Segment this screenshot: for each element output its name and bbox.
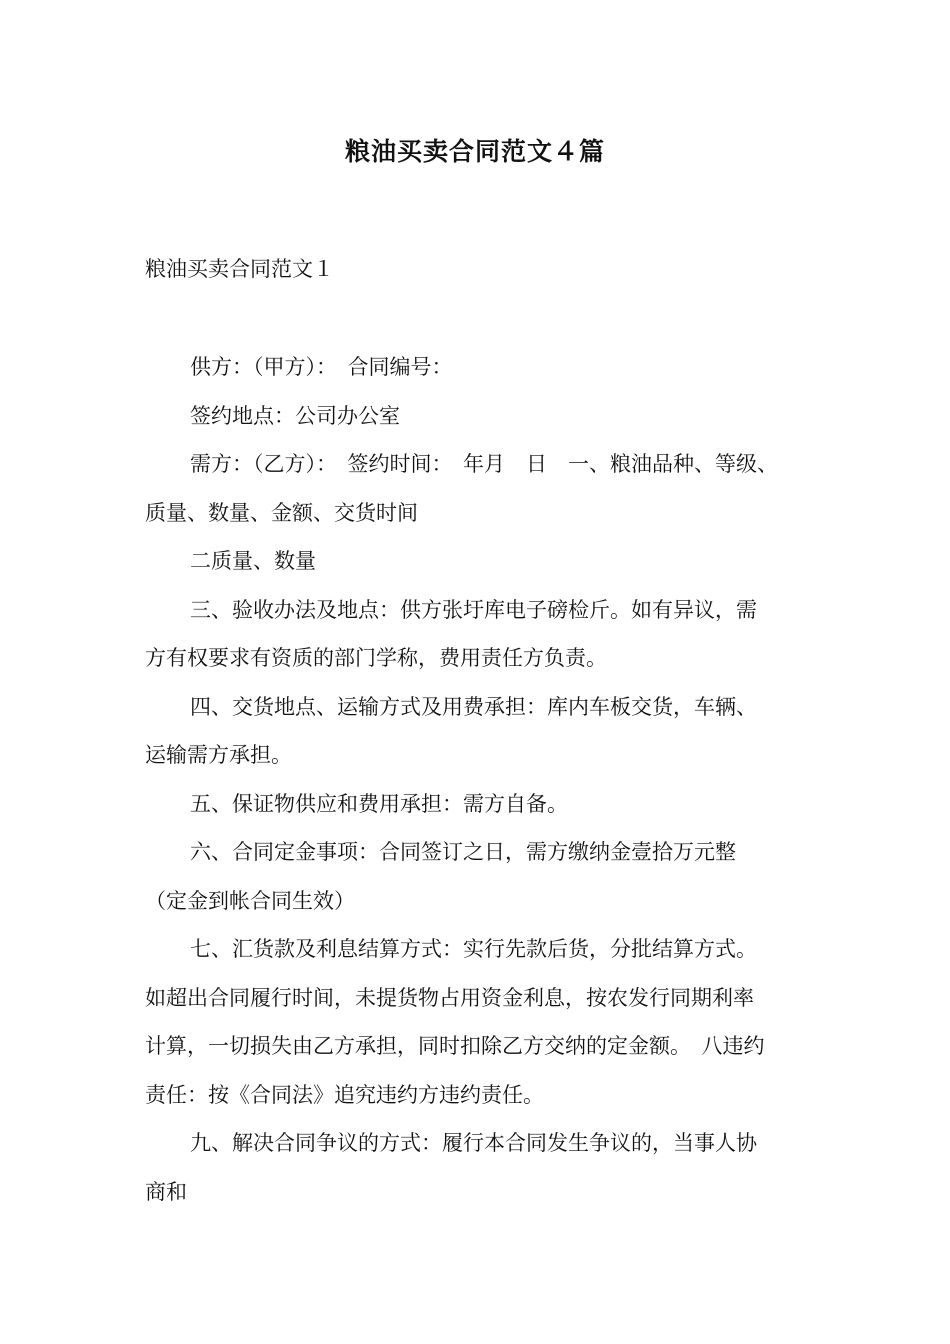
paragraph-line: 责任：按《合同法》追究违约方违约责任。 [145,1082,544,1107]
paragraph-line: 需方：（乙方）： 签约时间： 年月 日 一、粮油品种、等级、 [190,452,778,476]
paragraph-line: 商和 [145,1179,187,1204]
paragraph-line: 九、解决合同争议的方式：履行本合同发生争议的，当事人协 [190,1131,757,1155]
paragraph-line: 六、合同定金事项：合同签订之日，需方缴纳金壹拾万元整 [190,840,736,864]
paragraph-line: 计算，一切损失由乙方承担，同时扣除乙方交纳的定金额。 八违约 [145,1034,765,1058]
paragraph-line: 方有权要求有资质的部门学称，费用责任方负责。 [145,646,607,670]
paragraph-line: 如超出合同履行时间，未提货物占用资金利息，按农发行同期利率 [145,985,754,1010]
paragraph-line: 五、保证物供应和费用承担：需方自备。 [190,791,568,816]
paragraph-line: （定金到帐合同生效） [145,888,355,913]
paragraph-line: 质量、数量、金额、交货时间 [145,500,418,525]
paragraph-line: 四、交货地点、运输方式及用费承担：库内车板交货，车辆、 [190,694,757,719]
contract-body [145,343,825,1216]
paragraph-line: 签约地点：公司办公室 [190,403,400,428]
paragraph-line: 二质量、数量 [190,549,316,573]
paragraph-line: 三、验收办法及地点：供方张圩库电子磅检斤。如有异议，需 [190,597,757,622]
paragraph-line: 供方：（甲方）： 合同编号： [190,355,453,379]
paragraph-line: 运输需方承担。 [145,743,292,767]
section-title: 粮油买卖合同范文１ [145,257,334,281]
page-title: 粮油买卖合同范文４篇 [344,137,605,166]
paragraph-line: 七、汇货款及利息结算方式：实行先款后货，分批结算方式。 [190,937,757,961]
